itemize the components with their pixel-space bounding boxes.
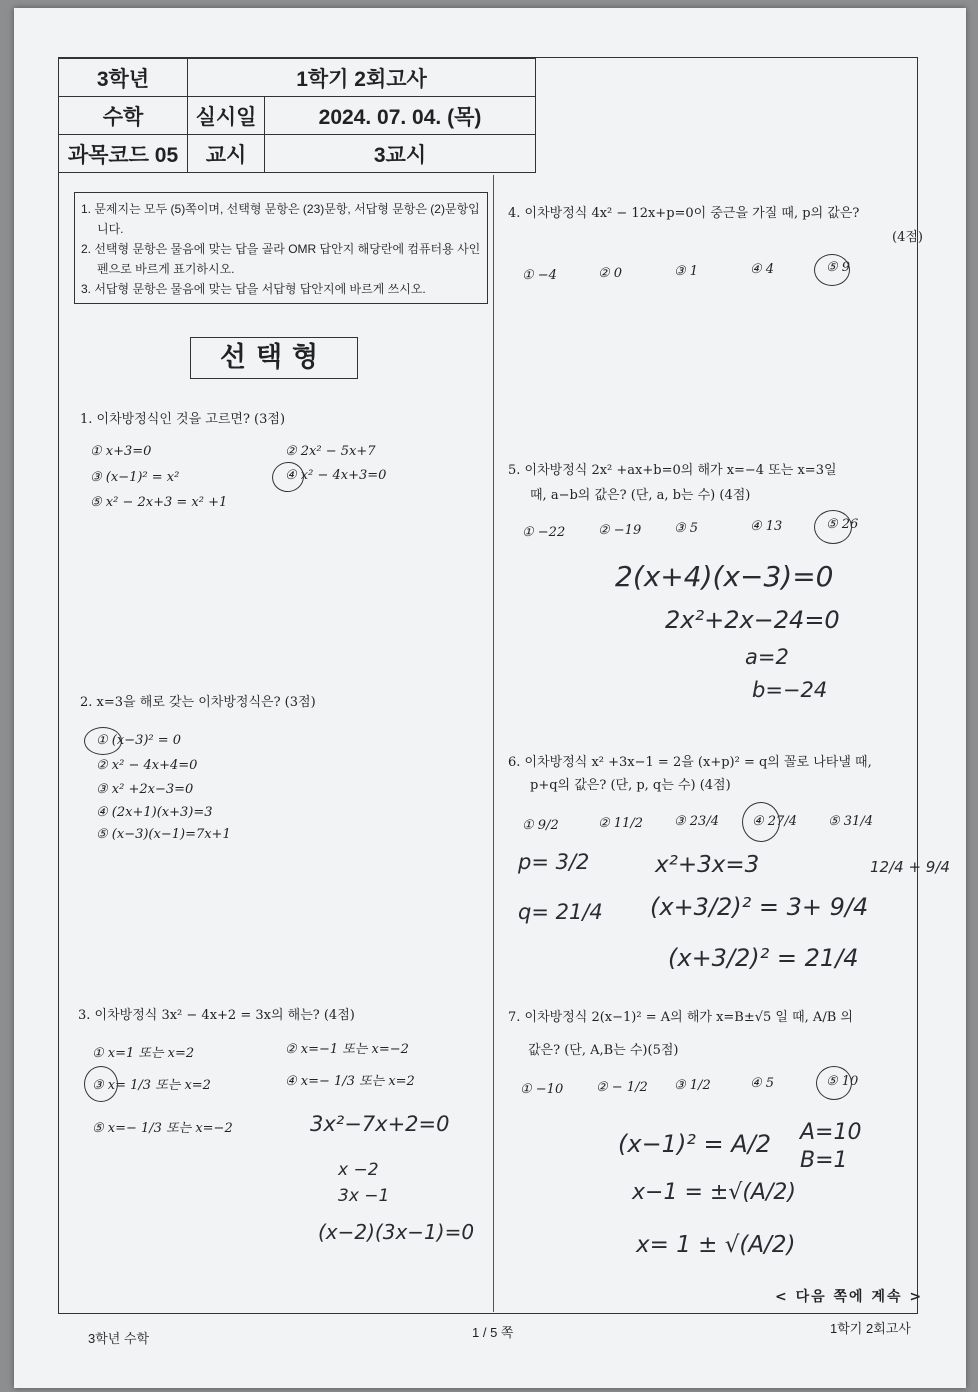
q5-option-4[interactable]: ④ 13 bbox=[750, 519, 783, 534]
question-7-stem-line1: 7. 이차방정식 2(x−1)² = A의 해가 x=B±√5 일 때, A/B 의 bbox=[508, 1010, 853, 1025]
handwritten-work: x −2 bbox=[338, 1160, 379, 1180]
subject-cell: 수학 bbox=[59, 97, 188, 135]
question-6-stem-line1: 6. 이차방정식 x² +3x−1 = 2을 (x+p)² = q의 꼴로 나타낼 때, bbox=[508, 755, 872, 770]
question-4-stem: 4. 이차방정식 4x² − 12x+p=0이 중근을 가질 때, p의 값은? bbox=[508, 206, 860, 221]
handwritten-work: (x+3/2)² = 21/4 bbox=[668, 944, 859, 972]
q3-option-1[interactable]: ① x=1 또는 x=2 bbox=[92, 1046, 195, 1061]
question-2-stem: 2. x=3을 해로 갖는 이차방정식은? (3점) bbox=[80, 695, 316, 710]
q5-option-3[interactable]: ③ 5 bbox=[674, 521, 699, 536]
q5-option-1[interactable]: ① −22 bbox=[522, 525, 566, 540]
q2-option-4[interactable]: ④ (2x+1)(x+3)=3 bbox=[96, 805, 213, 820]
q5-option-5[interactable]: ⑤ 26 bbox=[826, 517, 859, 532]
q2-option-2[interactable]: ② x² − 4x+4=0 bbox=[96, 758, 198, 773]
answer-circle bbox=[816, 1066, 852, 1100]
q6-option-5[interactable]: ⑤ 31/4 bbox=[828, 814, 873, 829]
q6-option-3[interactable]: ③ 23/4 bbox=[674, 814, 719, 829]
q7-option-5[interactable]: ⑤ 10 bbox=[826, 1074, 859, 1089]
date-label-cell: 실시일 bbox=[188, 97, 265, 135]
handwritten-work: 2x²+2x−24=0 bbox=[665, 606, 840, 634]
instructions-box bbox=[74, 192, 488, 304]
footer-left: 3학년 수학 bbox=[88, 1331, 150, 1346]
handwritten-work: (x−2)(3x−1)=0 bbox=[318, 1220, 475, 1244]
handwritten-work: 2(x+4)(x−3)=0 bbox=[615, 560, 834, 593]
answer-circle bbox=[814, 254, 850, 286]
q4-option-4[interactable]: ④ 4 bbox=[750, 262, 775, 277]
q6-option-4[interactable]: ④ 27/4 bbox=[752, 814, 797, 829]
handwritten-work: (x+3/2)² = 3+ 9/4 bbox=[650, 893, 869, 921]
q4-option-1[interactable]: ① −4 bbox=[522, 268, 557, 283]
q2-option-3[interactable]: ③ x² +2x−3=0 bbox=[96, 782, 194, 797]
handwritten-work: b=−24 bbox=[752, 678, 828, 702]
handwritten-work: x−1 = ±√(A/2) bbox=[632, 1180, 796, 1205]
handwritten-work: (x−1)² = A/2 bbox=[618, 1130, 772, 1158]
instruction-item: 3. 서답형 문항은 물음에 맞는 답을 서답형 답안지에 바르게 쓰시오. bbox=[81, 282, 426, 296]
instruction-item: 2. 선택형 문항은 물음에 맞는 답을 골라 OMR 답안지 해당란에 컴퓨터용 사인펜으로 바르게 표기하시오. bbox=[81, 242, 481, 276]
q4-option-2[interactable]: ② 0 bbox=[598, 266, 623, 281]
footer-right: 1학기 2회고사 bbox=[830, 1321, 911, 1336]
period-label-cell: 교시 bbox=[188, 135, 265, 173]
instruction-item: 1. 문제지는 모두 (5)쪽이며, 선택형 문항은 (23)문항, 서답형 문항은 (2)문항입니다. bbox=[81, 202, 480, 236]
handwritten-work: 3x²−7x+2=0 bbox=[310, 1112, 450, 1136]
handwritten-work: a=2 bbox=[745, 645, 789, 669]
q2-option-5[interactable]: ⑤ (x−3)(x−1)=7x+1 bbox=[96, 827, 231, 842]
handwritten-work: A=10 bbox=[800, 1120, 862, 1145]
q4-option-3[interactable]: ③ 1 bbox=[674, 264, 699, 279]
handwritten-work: q= 21/4 bbox=[518, 900, 603, 924]
question-5-stem-line2: 때, a−b의 값은? (단, a, b는 수) (4점) bbox=[530, 488, 751, 503]
q1-option-3[interactable]: ③ (x−1)² = x² bbox=[90, 470, 180, 485]
q7-option-4[interactable]: ④ 5 bbox=[750, 1076, 775, 1091]
q1-option-4[interactable]: ④ x² − 4x+3=0 bbox=[285, 468, 387, 483]
answer-circle bbox=[742, 802, 780, 842]
q2-option-1[interactable]: ① (x−3)² = 0 bbox=[96, 733, 182, 748]
grade-cell: 3학년 bbox=[59, 59, 188, 97]
q3-option-4[interactable]: ④ x=− 1/3 또는 x=2 bbox=[285, 1074, 415, 1089]
q7-option-3[interactable]: ③ 1/2 bbox=[674, 1078, 711, 1093]
q1-option-2[interactable]: ② 2x² − 5x+7 bbox=[285, 444, 376, 459]
subject-code-cell: 과목코드 05 bbox=[59, 135, 188, 173]
q5-option-2[interactable]: ② −19 bbox=[598, 523, 642, 538]
question-7-stem-line2: 값은? (단, A,B는 수)(5점) bbox=[528, 1043, 679, 1058]
q7-option-1[interactable]: ① −10 bbox=[520, 1082, 564, 1097]
q6-option-1[interactable]: ① 9/2 bbox=[522, 818, 559, 833]
column-divider bbox=[493, 175, 494, 1312]
q1-option-5[interactable]: ⑤ x² − 2x+3 = x² +1 bbox=[90, 495, 228, 510]
answer-circle bbox=[84, 1066, 118, 1102]
q4-score: (4점) bbox=[892, 230, 923, 245]
answer-circle bbox=[814, 510, 852, 544]
section-title: 선택형 bbox=[190, 337, 358, 379]
exam-name-cell: 1학기 2회고사 bbox=[188, 59, 536, 97]
handwritten-work: p= 3/2 bbox=[518, 850, 590, 874]
footer-page-number: 1 / 5 쪽 bbox=[472, 1325, 514, 1340]
period-cell: 3교시 bbox=[265, 135, 536, 173]
handwritten-work: 3x −1 bbox=[338, 1186, 390, 1206]
question-1-stem: 1. 이차방정식인 것을 고르면? (3점) bbox=[80, 412, 286, 427]
question-6-stem-line2: p+q의 값은? (단, p, q는 수) (4점) bbox=[530, 778, 731, 793]
handwritten-work: x²+3x=3 bbox=[655, 852, 760, 878]
q3-option-3[interactable]: ③ x= 1/3 또는 x=2 bbox=[92, 1078, 211, 1093]
q3-option-2[interactable]: ② x=−1 또는 x=−2 bbox=[285, 1042, 409, 1057]
handwritten-work: B=1 bbox=[800, 1148, 848, 1173]
q4-option-5[interactable]: ⑤ 9 bbox=[826, 260, 851, 275]
handwritten-work: 12/4 + 9/4 bbox=[870, 858, 950, 876]
date-cell: 2024. 07. 04. (목) bbox=[265, 97, 536, 135]
exam-header-table bbox=[58, 58, 536, 173]
question-5-stem-line1: 5. 이차방정식 2x² +ax+b=0의 해가 x=−4 또는 x=3일 bbox=[508, 463, 837, 478]
answer-circle bbox=[84, 727, 122, 755]
q1-option-1[interactable]: ① x+3=0 bbox=[90, 444, 152, 459]
handwritten-work: x= 1 ± √(A/2) bbox=[636, 1232, 796, 1258]
q6-option-2[interactable]: ② 11/2 bbox=[598, 816, 643, 831]
q3-option-5[interactable]: ⑤ x=− 1/3 또는 x=−2 bbox=[92, 1121, 233, 1136]
q7-option-2[interactable]: ② − 1/2 bbox=[596, 1080, 648, 1095]
continue-next-page: < 다음 쪽에 계속 > bbox=[775, 1289, 924, 1305]
question-3-stem: 3. 이차방정식 3x² − 4x+2 = 3x의 해는? (4점) bbox=[78, 1008, 355, 1023]
